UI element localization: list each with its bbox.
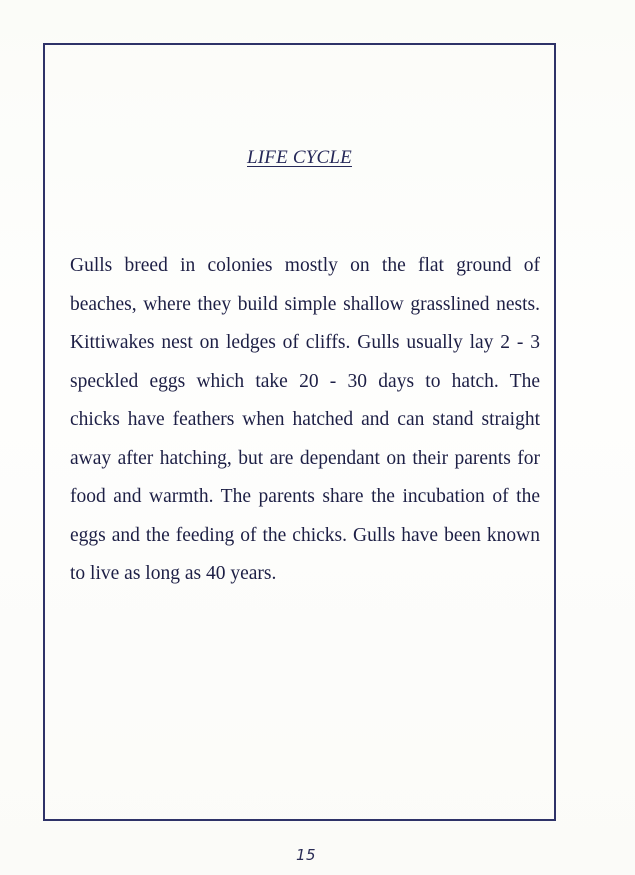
paragraph-line: eggs and the feeding of the chicks. Gulls have been known — [70, 524, 540, 546]
paragraph-line: Kittiwakes nest on ledges of cliffs. Gulls usually lay 2 - 3 — [70, 332, 540, 353]
paragraph-line: Gulls breed in colonies mostly on the flat ground of — [70, 255, 540, 276]
page-border-frame — [43, 43, 556, 821]
paragraph-line: food and warmth. The parents share the incubation of the — [70, 486, 540, 507]
paragraph-line: chicks have feathers when hatched and can stand straight — [70, 409, 540, 430]
paragraph-line: beaches, where they build simple shallow grasslined nests. — [70, 293, 540, 315]
paragraph-line: to live as long as 40 years. — [70, 563, 277, 584]
paragraph-line: away after hatching, but are dependant on their parents for — [70, 447, 540, 469]
paragraph-line: speckled eggs which take 20 - 30 days to hatch. The — [70, 370, 540, 392]
section-heading: LIFE CYCLE — [247, 147, 352, 168]
body-paragraph — [70, 247, 540, 594]
page-number: 15 — [296, 846, 317, 864]
